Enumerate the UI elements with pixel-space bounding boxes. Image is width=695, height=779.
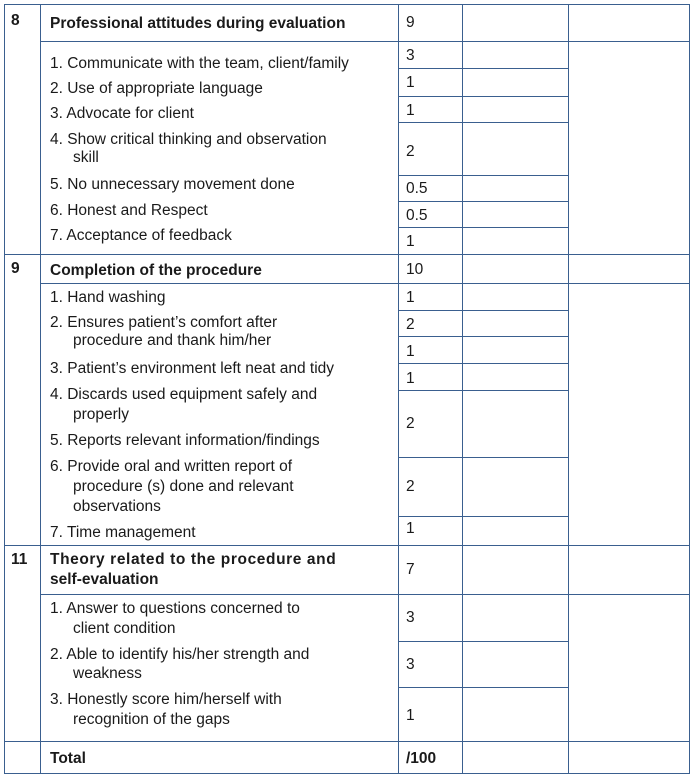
item-label: 4. Show critical thinking and observation (50, 131, 327, 148)
item-label: 6. Provide oral and written report of (50, 458, 293, 475)
item-label: 1. Hand washing (50, 289, 166, 306)
item-score: 1 (406, 289, 415, 306)
score-rule (398, 201, 569, 202)
row-rule (40, 283, 690, 284)
score-rule (398, 122, 569, 123)
item-label-continued: recognition of the gaps (73, 711, 230, 728)
total-label: Total (50, 750, 86, 767)
item-score: 2 (406, 143, 415, 160)
item-score: 0.5 (406, 180, 428, 197)
item-score: 1 (406, 102, 415, 119)
section-number: 9 (11, 260, 20, 277)
score-rule (398, 175, 569, 176)
row-rule (40, 41, 690, 42)
item-score: 1 (406, 343, 415, 360)
column-rule (398, 4, 399, 774)
item-label-continued: observations (73, 498, 161, 515)
score-rule (398, 336, 569, 337)
score-rule (398, 516, 569, 517)
item-label: 3. Honestly score him/herself with (50, 691, 282, 708)
section-heading: Professional attitudes during evaluation (50, 15, 346, 32)
item-label: 7. Acceptance of feedback (50, 227, 232, 244)
item-label-continued: weakness (73, 665, 142, 682)
section-score: 10 (406, 261, 424, 278)
score-rule (398, 227, 569, 228)
score-rule (398, 68, 569, 69)
score-rule (398, 390, 569, 391)
column-rule (689, 4, 690, 774)
item-label: 2. Able to identify his/her strength and (50, 646, 310, 663)
item-label: 7. Time management (50, 524, 196, 541)
row-rule (4, 254, 690, 255)
item-score: 2 (406, 415, 415, 432)
item-score: 1 (406, 370, 415, 387)
total-score: /100 (406, 750, 437, 767)
section-score: 7 (406, 561, 415, 578)
row-rule (4, 773, 690, 774)
score-rule (398, 687, 569, 688)
section-number: 8 (11, 12, 20, 29)
section-score: 9 (406, 14, 415, 31)
column-rule (40, 4, 41, 774)
item-label: 1. Communicate with the team, client/family (50, 55, 349, 72)
item-label-continued: skill (73, 149, 99, 166)
item-score: 3 (406, 47, 415, 64)
item-score: 1 (406, 520, 415, 537)
item-label-continued: procedure (s) done and relevant (73, 478, 294, 495)
item-score: 1 (406, 74, 415, 91)
item-label: 2. Use of appropriate language (50, 80, 263, 97)
item-label: 1. Answer to questions concerned to (50, 600, 300, 617)
row-rule (4, 741, 690, 742)
item-label: 3. Patient’s environment left neat and tidy (50, 360, 335, 377)
item-score: 1 (406, 233, 415, 250)
item-score: 1 (406, 707, 415, 724)
item-score: 3 (406, 656, 415, 673)
item-score: 0.5 (406, 207, 428, 224)
item-label: 3. Advocate for client (50, 105, 194, 122)
score-rule (398, 310, 569, 311)
item-score: 2 (406, 478, 415, 495)
section-heading: Completion of the procedure (50, 262, 262, 279)
score-rule (398, 641, 569, 642)
item-label-continued: procedure and thank him/her (73, 332, 272, 349)
column-rule (4, 4, 5, 774)
item-label-continued: properly (73, 406, 129, 423)
item-score: 3 (406, 609, 415, 626)
score-rule (398, 96, 569, 97)
section-number: 11 (11, 551, 28, 568)
section-heading-continued: self-evaluation (50, 571, 159, 588)
item-label: 6. Honest and Respect (50, 202, 208, 219)
item-label: 2. Ensures patient’s comfort after (50, 314, 278, 331)
score-rule (398, 363, 569, 364)
item-label: 5. Reports relevant information/findings (50, 432, 320, 449)
row-rule (4, 545, 690, 546)
section-heading: Theory related to the procedure and (50, 551, 337, 568)
row-rule (4, 4, 690, 5)
row-rule (40, 594, 690, 595)
item-label: 5. No unnecessary movement done (50, 176, 295, 193)
score-rule (398, 457, 569, 458)
column-rule (462, 4, 463, 774)
column-rule (568, 4, 569, 774)
item-label-continued: client condition (73, 620, 176, 637)
item-score: 2 (406, 316, 415, 333)
item-label: 4. Discards used equipment safely and (50, 386, 318, 403)
